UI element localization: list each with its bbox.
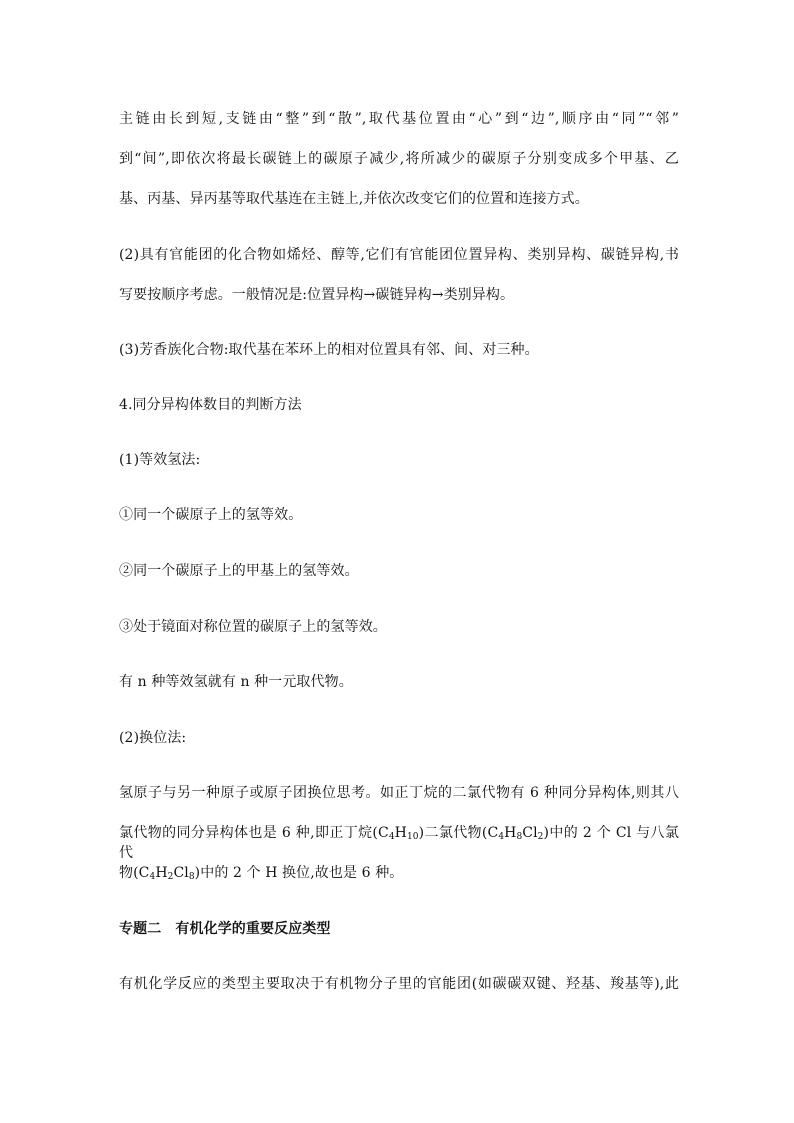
paragraph-line: 有机化学反应的类型主要取决于有机物分子里的官能团(如碳碳双键、羟基、羧基等),此 [119, 976, 679, 992]
rule-item: ③处于镜面对称位置的碳原子上的氢等效。 [119, 619, 387, 635]
paragraph-line: 基、丙基、异丙基等取代基连在主链上,并依次改变它们的位置和连接方式。 [119, 191, 589, 207]
paragraph-line: 氢原子与另一种原子或原子团换位思考。如正丁烷的二氯代物有 6 种同分异构体,则其八 [119, 785, 679, 801]
section-title: 4.同分异构体数目的判断方法 [119, 397, 302, 413]
paragraph-line: 物$(C_4H_2Cl_8)$中的 2 个 H 换位,故也是 6 种。 [119, 865, 404, 882]
topic-heading: 专题二 有机化学的重要反应类型 [119, 921, 331, 937]
paragraph-line: (2)具有官能团的化合物如烯烃、醇等,它们有官能团位置异构、类别异构、碳链异构,书 [119, 247, 679, 263]
paragraph-line: 到“间”,即依次将最长碳链上的碳原子减少,将所减少的碳原子分别变成多个甲基、乙 [119, 151, 679, 167]
rule-summary: 有 n 种等效氢就有 n 种一元取代物。 [119, 674, 353, 690]
paragraph-line: (3)芳香族化合物:取代基在苯环上的相对位置具有邻、间、对三种。 [119, 342, 539, 358]
paragraph-line: 写要按顺序考虑。一般情况是:位置异构→碳链异构→类别异构。 [119, 287, 515, 303]
rule-item: ②同一个碳原子上的甲基上的氢等效。 [119, 563, 359, 579]
rule-item: ①同一个碳原子上的氢等效。 [119, 507, 303, 523]
method-title: (1)等效氢法: [119, 452, 201, 468]
paragraph-line: 氯代物的同分异构体也是 6 种,即正丁烷$(C_4H_{10})$二氯代物$(C_4H_8Cl_2)$中的 2 个 Cl 与八氯代 [119, 825, 679, 861]
method-title: (2)换位法: [119, 730, 187, 746]
paragraph-line: 主链由长到短,支链由“整”到“散”,取代基位置由“心”到“边”,顺序由“同”“邻” [119, 111, 679, 127]
